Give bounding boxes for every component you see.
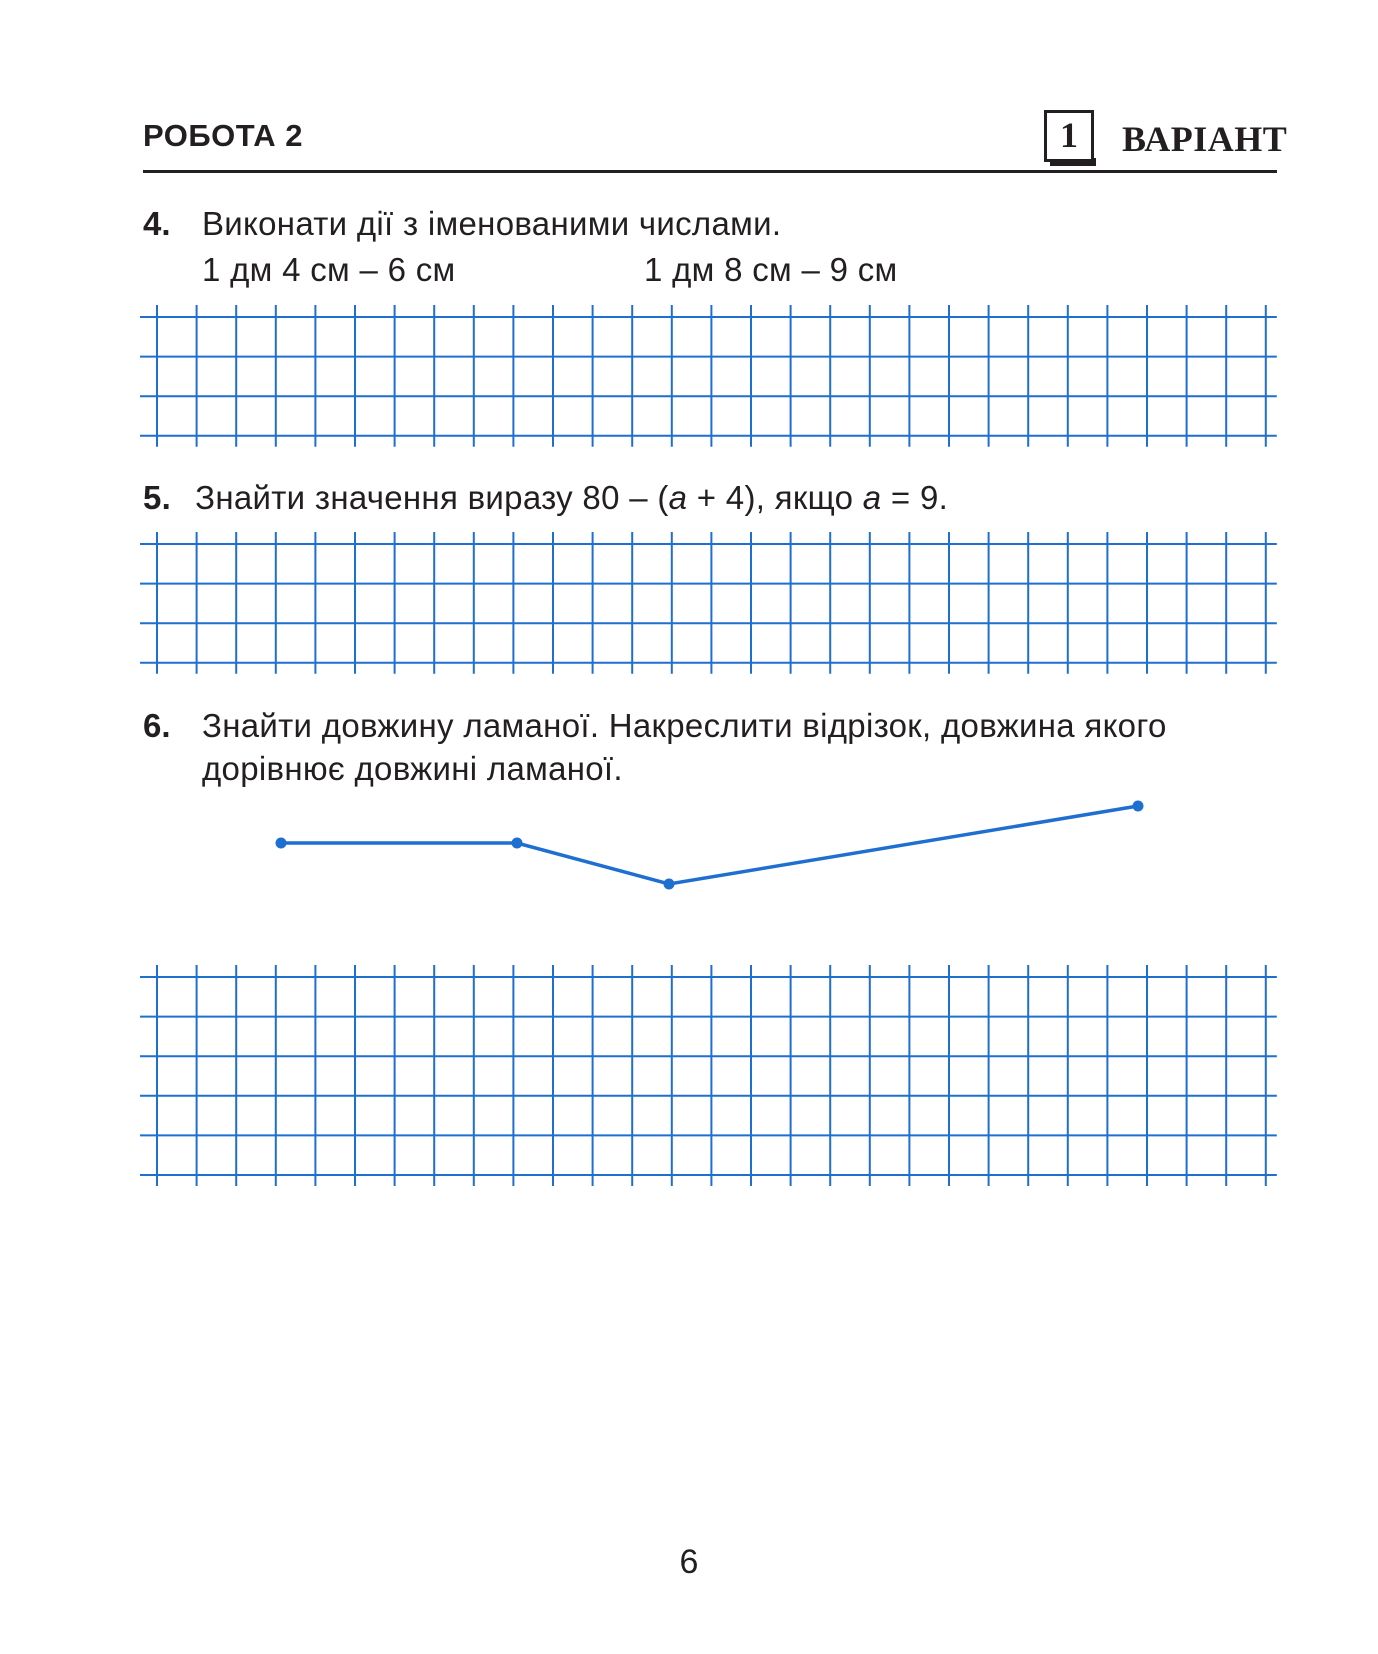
task-5-text-mid: + 4), якщо — [687, 479, 863, 516]
task-5-variable-a: a — [668, 479, 688, 516]
polyline-vertex-2 — [512, 838, 523, 849]
task-5-number: 5. — [143, 479, 172, 516]
page-number: 6 — [679, 1543, 699, 1581]
task-4-expression-1: 1 дм 4 см – 6 см — [202, 251, 456, 288]
task-5-variable-a-2: a — [862, 479, 882, 516]
task-6-text-line-1: Знайти довжину ламаної. Накреслити відрізок, довжина якого — [202, 707, 1167, 744]
task-5-text-after: = 9. — [881, 479, 949, 516]
task-4-text: Виконати дії з іменованими числами. — [202, 205, 782, 242]
task-4-number: 4. — [143, 205, 171, 242]
broken-line — [281, 806, 1138, 884]
task-6-text-line-2: дорівнює довжині ламаної. — [202, 750, 623, 787]
task-6-number: 6. — [143, 707, 171, 744]
variant-number: 1 — [1044, 110, 1094, 162]
task-4-expression-2: 1 дм 8 см – 9 см — [644, 251, 898, 288]
polyline-vertex-1 — [276, 838, 287, 849]
polyline-vertex-3 — [664, 879, 675, 890]
task-5-text-before: Знайти значення виразу 80 – ( — [195, 479, 669, 516]
polyline-vertex-4 — [1133, 801, 1144, 812]
work-title: РОБОТА 2 — [143, 118, 303, 153]
variant-label: ВАРІАНТ — [1122, 119, 1288, 159]
answer-grid-task-6[interactable] — [140, 965, 1280, 1190]
